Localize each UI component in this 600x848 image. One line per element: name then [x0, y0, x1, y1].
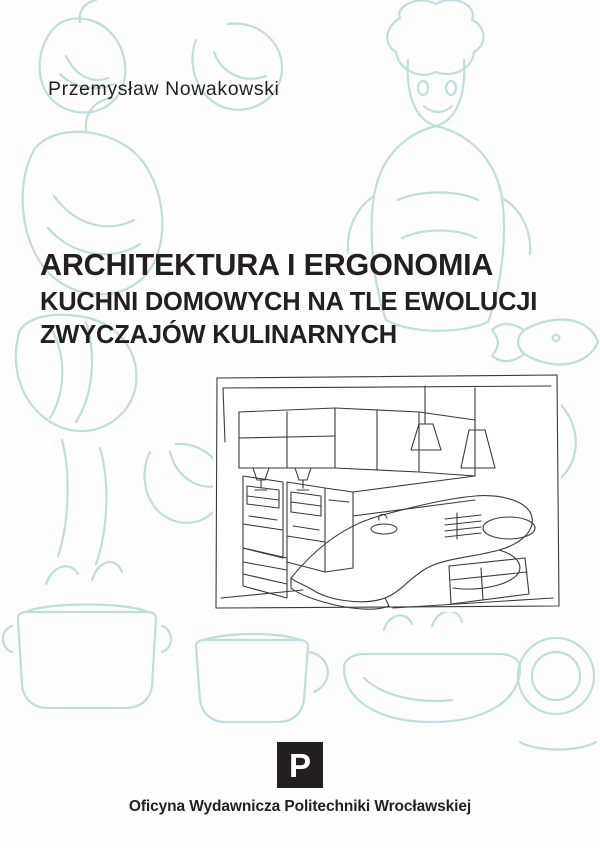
book-title — [40, 248, 560, 350]
title-line-2: KUCHNI DOMOWYCH NA TLE EWOLUCJI — [40, 287, 538, 316]
author-name: Przemysław Nowakowski — [48, 78, 280, 100]
publisher-logo — [277, 742, 323, 788]
title-line-1: ARCHITEKTURA I ERGONOMIA — [40, 248, 494, 282]
publisher-logo-letter: P — [288, 746, 311, 784]
kitchen-illustration — [213, 372, 561, 612]
title-line-3: ZWYCZAJÓW KULINARNYCH — [40, 320, 398, 349]
publisher-name: Oficyna Wydawnicza Politechniki Wrocławskiej — [128, 798, 472, 815]
